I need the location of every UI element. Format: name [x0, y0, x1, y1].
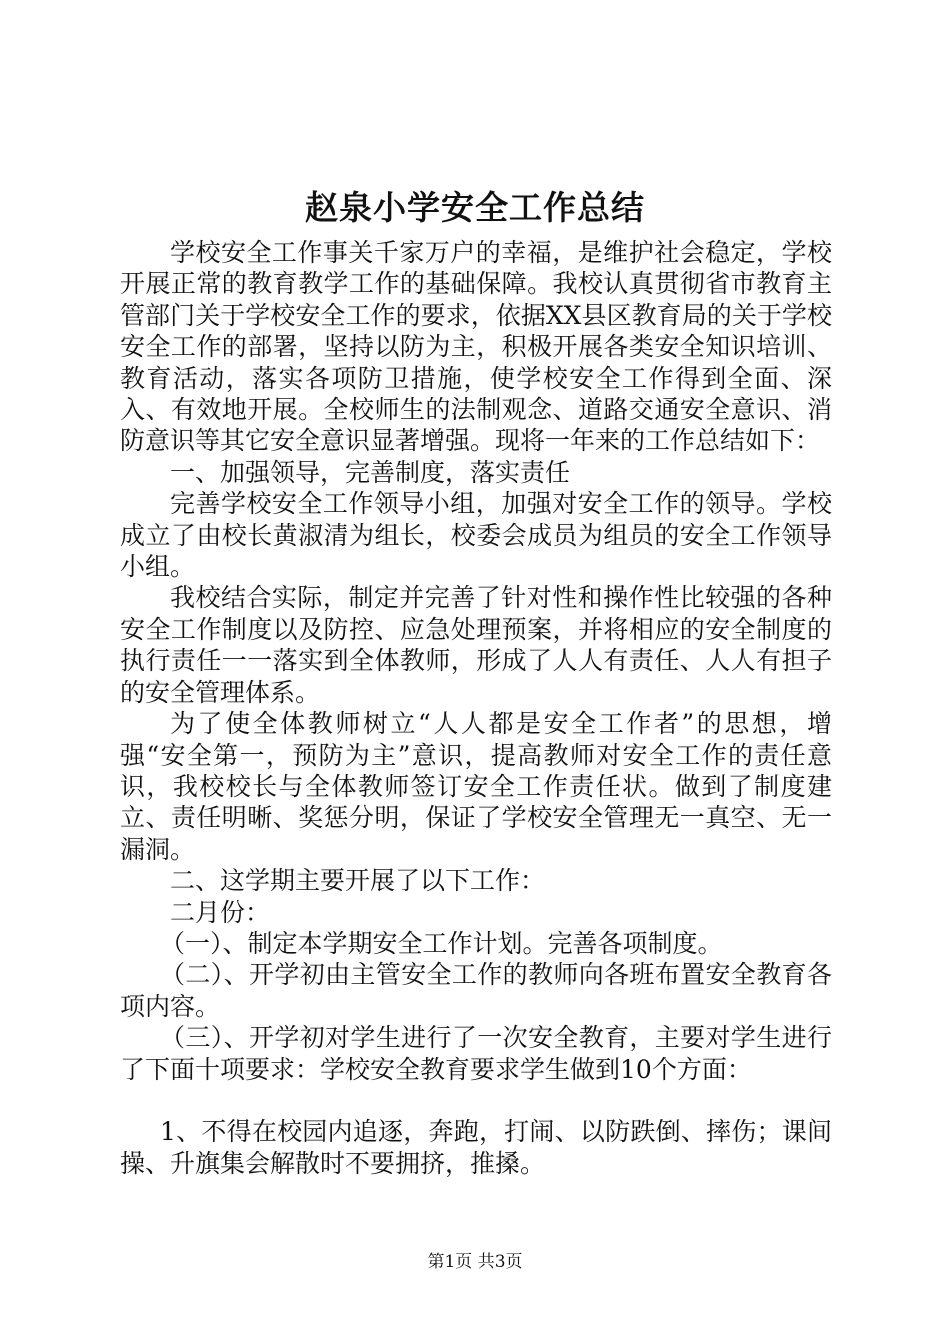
- rule-item-1: 1、不得在校园内追逐，奔跑，打闹、以防跌倒、摔伤；课间操、升旗集会解散时不要拥挤，推搡。: [120, 1117, 832, 1178]
- heading-section-1: 一、加强领导，完善制度，落实责任: [170, 457, 571, 487]
- document-body: [120, 237, 832, 1179]
- document-title: 赵泉小学安全工作总结: [305, 188, 645, 227]
- paragraph-responsibility: 为了使全体教师树立“人人都是安全工作者”的思想，增强“安全第一，预防为主”意识，提高教师对安全工作的责任意识，我校校长与全体教师签订安全工作责任状。做到了制度建立、责任明晰、奖惩分明，保证了学校安全管理无一真空、无一漏洞。: [120, 709, 832, 864]
- paragraph-leadership: 完善学校安全工作领导小组，加强对安全工作的领导。学校成立了由校长黄淑清为组长，校委会成员为组员的安全工作领导小组。: [120, 489, 832, 582]
- page-number: 第1页 共3页: [427, 1252, 523, 1272]
- list-item-3: （三）、开学初对学生进行了一次安全教育，主要对学生进行了下面十项要求：学校安全教育要求学生做到10个方面：: [120, 1023, 832, 1084]
- blank-line: [120, 1085, 832, 1116]
- heading-section-2: 二、这学期主要开展了以下工作：: [170, 866, 546, 896]
- paragraph-intro: 学校安全工作事关千家万户的幸福，是维护社会稳定，学校开展正常的教育教学工作的基础保障。我校认真贯彻省市教育主管部门关于学校安全工作的要求，依据XX县区教育局的关于学校安全工作的部署，坚持以防为主，积极开展各类安全知识培训、教育活动，落实各项防卫措施，使学校安全工作得到全面、深入、有效地开展。全校师生的法制观念、道路交通安全意识、消防意识等其它安全意识显著增强。现将一年来的工作总结如下：: [120, 238, 832, 456]
- list-item-2: （二）、开学初由主管安全工作的教师向各班布置安全教育各项内容。: [120, 960, 832, 1021]
- paragraph-system: 我校结合实际，制定并完善了针对性和操作性比较强的各种安全工作制度以及防控、应急处理预案，并将相应的安全制度的执行责任一一落实到全体教师，形成了人人有责任、人人有担子的安全管理体系。: [120, 583, 832, 707]
- list-item-1: （一）、制定本学期安全工作计划。完善各项制度。: [160, 928, 723, 958]
- heading-february: 二月份：: [170, 897, 271, 927]
